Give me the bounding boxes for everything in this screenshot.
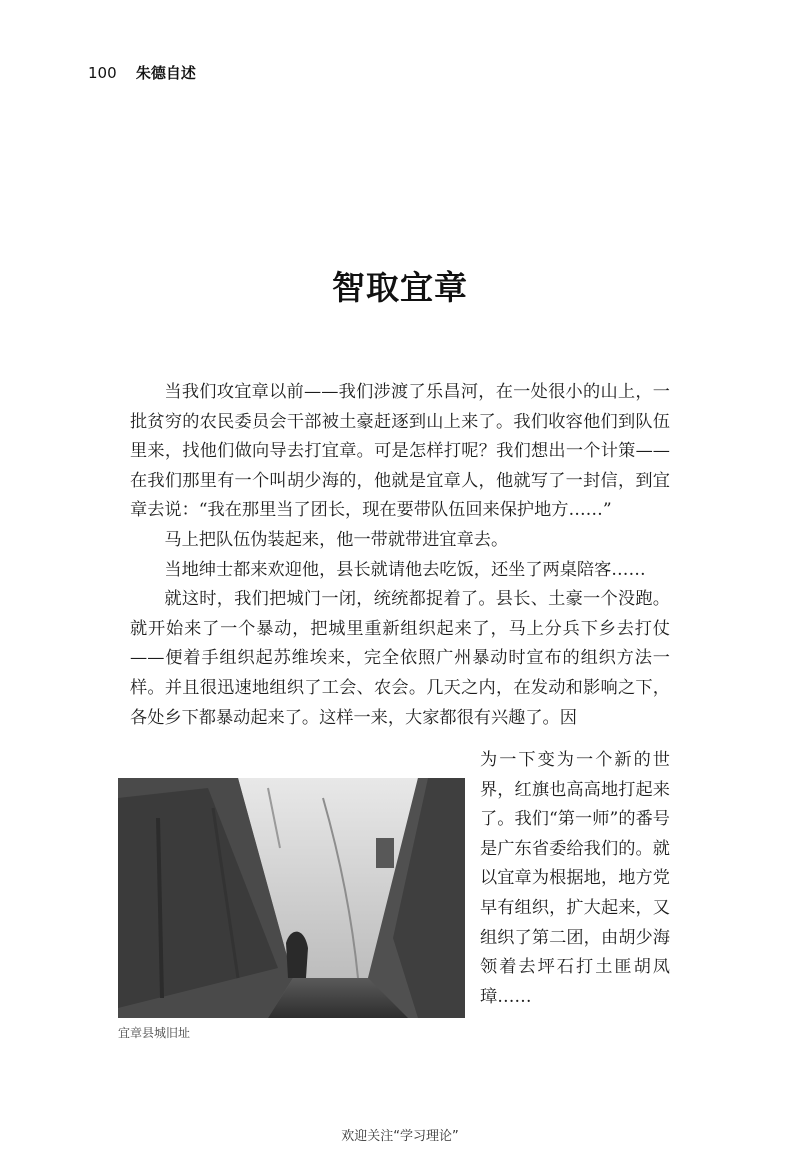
paragraph: 马上把队伍伪装起来，他一带就带进宜章去。 [164,529,509,550]
paragraph: 就这时，我们把城门一闭，统统都捉着了。县长、土豪一个没跑。就开始来了一个暴动，把城里重新组织起来了，马上分兵下乡去打仗——便着手组织起苏维埃来，完全依照广州暴动时宣布的组织方法一样。并且很迅速地组织了工会、农会。几天之内，在发动和影响之下，各处乡下都暴动起来了。这样一来，大家都很有兴趣了。因 [130,589,670,728]
photo-caption: 宜章县城旧址 [118,1026,191,1040]
paragraph: 当我们攻宜章以前——我们涉渡了乐昌河，在一处很小的山上，一批贫穷的农民委员会干部被土豪赶逐到山上来了。我们收容他们到队伍里来，找他们做向导去打宜章。可是怎样打呢？我们想出一个计策——在我们那里有一个叫胡少海的，他就是宜章人，他就写了一封信，到宜章去说：“我在那里当了团长，现在要带队伍回来保护地方……” [130,382,670,521]
page-footer: 欢迎关注“学习理论” [341,1129,459,1144]
book-title: 朱德自述 [135,64,196,82]
paragraph-continuation: 为一下变为一个新的世界，红旗也高高地打起来了。我们“第一师”的番号是广东省委给我们的。就以宜章为根据地，地方党早有组织，扩大起来，又组织了第二团，由胡少海领着去坪石打土匪胡凤璋…… [480,750,670,1007]
old-city-photo [118,778,465,1018]
wrapped-text [480,746,670,1012]
paragraph: 当地绅士都来欢迎他，县长就请他去吃饭，还坐了两桌陪客…… [164,559,646,580]
article-body [130,378,670,733]
photo-illustration [118,778,465,1018]
running-head [88,62,196,83]
page-number: 100 [88,64,117,82]
article-title: 智取宜章 [332,268,468,308]
